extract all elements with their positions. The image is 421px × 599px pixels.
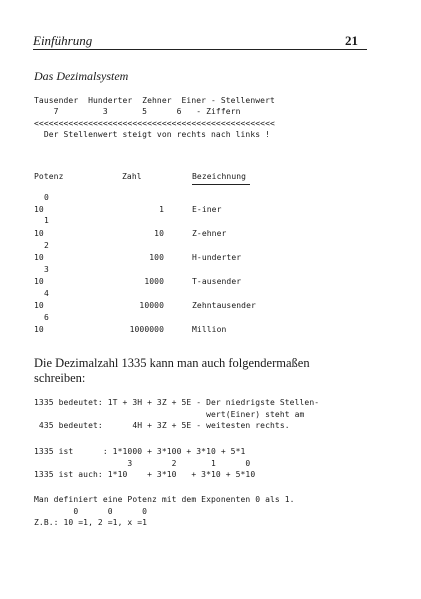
row-base: 10: [34, 325, 44, 334]
example-line: 435 bedeutet: 4H + 3Z + 5E - weitesten rechts.: [34, 421, 290, 430]
row-zahl: 1000: [144, 277, 164, 286]
row-bezeichnung: T-ausender: [192, 277, 242, 286]
row-exponent: 1: [44, 216, 49, 225]
row-base: 10: [34, 253, 44, 262]
row-zahl: 10: [154, 229, 164, 238]
col-header-potenz: Potenz: [34, 172, 64, 181]
paragraph-line: schreiben:: [34, 371, 86, 385]
digits-row: 7 3 5 6 - Ziffern: [34, 107, 241, 116]
row-bezeichnung: Zehntausender: [192, 301, 256, 310]
header-title: Einführung: [33, 33, 93, 48]
header-underline: [192, 184, 250, 185]
place-value-note: Der Stellenwert steigt von rechts nach links !: [34, 130, 270, 139]
example-line: 1335 ist : 1*1000 + 3*100 + 3*10 + 5*1: [34, 447, 246, 456]
row-base: 10: [34, 229, 44, 238]
row-exponent: 2: [44, 241, 49, 250]
header-rule: [33, 49, 367, 50]
definition-example: Z.B.: 10 =1, 2 =1, x =1: [34, 518, 148, 527]
row-bezeichnung: H-underter: [192, 253, 242, 262]
exponent-line: 3 2 1 0: [34, 459, 251, 468]
row-zahl: 100: [149, 253, 164, 262]
row-exponent: 0: [44, 193, 49, 202]
definition-line: Man definiert eine Potenz mit dem Exponenten 0 als 1.: [34, 495, 295, 504]
place-value-header: Tausender Hunderter Zehner Einer - Stellenwert: [34, 96, 275, 105]
col-header-zahl: Zahl: [122, 172, 142, 181]
exponent-line: 0 0 0: [34, 507, 148, 516]
example-line: 1335 bedeutet: 1T + 3H + 3Z + 5E - Der niedrigste Stellen-: [34, 398, 320, 407]
row-base: 10: [34, 205, 44, 214]
example-line: 1335 ist auch: 1*10 + 3*10 + 3*10 + 5*10: [34, 470, 256, 479]
row-base: 10: [34, 277, 44, 286]
row-exponent: 6: [44, 313, 49, 322]
row-bezeichnung: E-iner: [192, 205, 222, 214]
row-bezeichnung: Million: [192, 325, 227, 334]
section-title: Das Dezimalsystem: [34, 69, 129, 83]
col-header-bezeichnung: Bezeichnung: [192, 172, 247, 181]
arrow-row: <<<<<<<<<<<<<<<<<<<<<<<<<<<<<<<<<<<<<<<<<<<<<<<<<: [34, 119, 275, 128]
row-base: 10: [34, 301, 44, 310]
row-zahl: 10000: [139, 301, 164, 310]
row-exponent: 4: [44, 289, 49, 298]
page-number: 21: [345, 33, 358, 48]
row-exponent: 3: [44, 265, 49, 274]
row-zahl: 1000000: [129, 325, 164, 334]
row-bezeichnung: Z-ehner: [192, 229, 227, 238]
example-line: wert(Einer) steht am: [34, 410, 305, 419]
row-zahl: 1: [159, 205, 164, 214]
paragraph-line: Die Dezimalzahl 1335 kann man auch folgendermaßen: [34, 356, 310, 370]
